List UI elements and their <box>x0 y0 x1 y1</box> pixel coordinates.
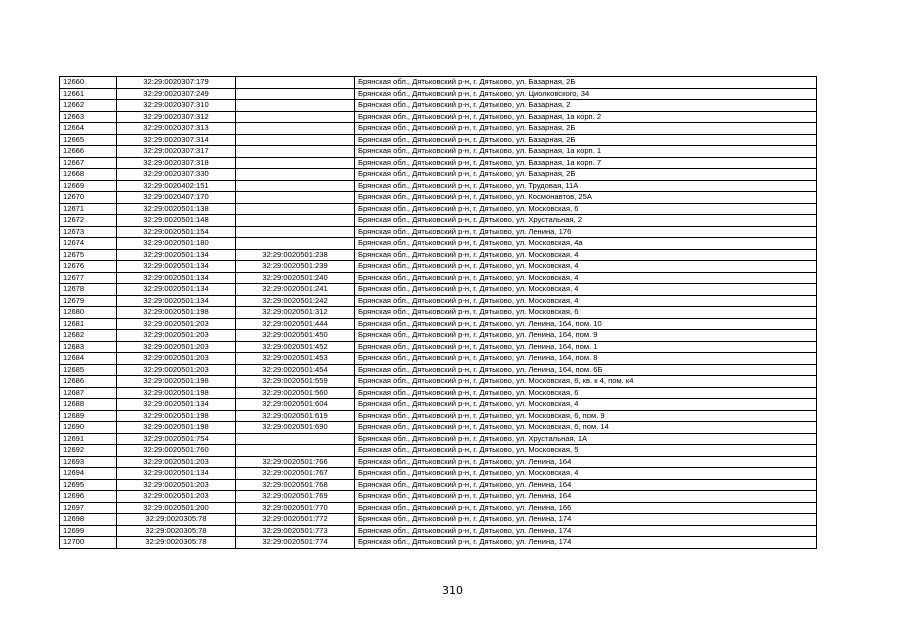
table-row <box>60 456 817 468</box>
sub-object-number-cell: 32:29:0020501:773 <box>236 525 355 537</box>
sub-object-number-cell: 32:29:0020501:768 <box>236 479 355 491</box>
table-row <box>60 226 817 238</box>
address-cell: Брянская обл., Дятьковский р-н, г. Дятьково, ул. Базарная, 2Б <box>355 77 817 89</box>
cadastral-number-cell: 32:29:0020501:203 <box>117 330 236 342</box>
row-number-cell: 12669 <box>60 180 117 192</box>
table-row <box>60 387 817 399</box>
cadastral-number-cell: 32:29:0020402:151 <box>117 180 236 192</box>
row-number-cell: 12666 <box>60 146 117 158</box>
row-number-cell: 12681 <box>60 318 117 330</box>
address-cell: Брянская обл., Дятьковский р-н, г. Дятьково, ул. Ленина, 174 <box>355 537 817 549</box>
cadastral-number-cell: 32:29:0020307:310 <box>117 100 236 112</box>
sub-object-number-cell: 32:29:0020501:238 <box>236 249 355 261</box>
cadastral-number-cell: 32:29:0020501:180 <box>117 238 236 250</box>
table-row <box>60 502 817 514</box>
cadastral-number-cell: 32:29:0020307:314 <box>117 134 236 146</box>
address-cell: Брянская обл., Дятьковский р-н, г. Дятьково, ул. Хрустальная, 1А <box>355 433 817 445</box>
sub-object-number-cell <box>236 169 355 181</box>
address-cell: Брянская обл., Дятьковский р-н, г. Дятьково, ул. Космонавтов, 25А <box>355 192 817 204</box>
row-number-cell: 12684 <box>60 353 117 365</box>
sub-object-number-cell <box>236 146 355 158</box>
cadastral-number-cell: 32:29:0020501:198 <box>117 410 236 422</box>
sub-object-number-cell <box>236 88 355 100</box>
address-cell: Брянская обл., Дятьковский р-н, г. Дятьково, ул. Циолковского, 34 <box>355 88 817 100</box>
cadastral-number-cell: 32:29:0020501:134 <box>117 261 236 273</box>
table-row <box>60 88 817 100</box>
row-number-cell: 12697 <box>60 502 117 514</box>
row-number-cell: 12670 <box>60 192 117 204</box>
address-cell: Брянская обл., Дятьковский р-н, г. Дятьково, ул. Ленина, 164, пом. 10 <box>355 318 817 330</box>
row-number-cell: 12674 <box>60 238 117 250</box>
cadastral-number-cell: 32:29:0020305:78 <box>117 525 236 537</box>
table-row <box>60 123 817 135</box>
table-row <box>60 399 817 411</box>
cadastral-number-cell: 32:29:0020307:312 <box>117 111 236 123</box>
table-row <box>60 525 817 537</box>
sub-object-number-cell <box>236 111 355 123</box>
row-number-cell: 12675 <box>60 249 117 261</box>
address-cell: Брянская обл., Дятьковский р-н, г. Дятьково, ул. Московская, 4 <box>355 284 817 296</box>
table-row <box>60 479 817 491</box>
cadastral-number-cell: 32:29:0020501:198 <box>117 387 236 399</box>
table-row <box>60 180 817 192</box>
address-cell: Брянская обл., Дятьковский р-н, г. Дятьково, ул. Московская, 6, пом. 9 <box>355 410 817 422</box>
cadastral-number-cell: 32:29:0020501:134 <box>117 468 236 480</box>
address-cell: Брянская обл., Дятьковский р-н, г. Дятьково, ул. Базарная, 1а корп. 2 <box>355 111 817 123</box>
row-number-cell: 12689 <box>60 410 117 422</box>
address-cell: Брянская обл., Дятьковский р-н, г. Дятьково, ул. Московская, 6, пом. 14 <box>355 422 817 434</box>
row-number-cell: 12698 <box>60 514 117 526</box>
address-cell: Брянская обл., Дятьковский р-н, г. Дятьково, ул. Базарная, 2Б <box>355 134 817 146</box>
row-number-cell: 12678 <box>60 284 117 296</box>
address-cell: Брянская обл., Дятьковский р-н, г. Дятьково, ул. Ленина, 164, пом. 9 <box>355 330 817 342</box>
cadastral-number-cell: 32:29:0020307:313 <box>117 123 236 135</box>
table-row <box>60 203 817 215</box>
table-row <box>60 157 817 169</box>
address-cell: Брянская обл., Дятьковский р-н, г. Дятьково, ул. Московская, 6 <box>355 387 817 399</box>
sub-object-number-cell: 32:29:0020501:772 <box>236 514 355 526</box>
table-row <box>60 514 817 526</box>
sub-object-number-cell <box>236 226 355 238</box>
table-row <box>60 410 817 422</box>
table-row <box>60 77 817 89</box>
sub-object-number-cell <box>236 100 355 112</box>
table-row <box>60 353 817 365</box>
sub-object-number-cell: 32:29:0020501:604 <box>236 399 355 411</box>
row-number-cell: 12691 <box>60 433 117 445</box>
address-cell: Брянская обл., Дятьковский р-н, г. Дятьково, ул. Ленина, 164 <box>355 479 817 491</box>
sub-object-number-cell: 32:29:0020501:767 <box>236 468 355 480</box>
table-row <box>60 433 817 445</box>
address-cell: Брянская обл., Дятьковский р-н, г. Дятьково, ул. Ленина, 164, пом. 1 <box>355 341 817 353</box>
cadastral-number-cell: 32:29:0020501:154 <box>117 226 236 238</box>
page-number: 310 <box>442 584 463 597</box>
table-row <box>60 249 817 261</box>
cadastral-number-cell: 32:29:0020501:134 <box>117 272 236 284</box>
table-row <box>60 330 817 342</box>
sub-object-number-cell: 32:29:0020501:774 <box>236 537 355 549</box>
sub-object-number-cell <box>236 180 355 192</box>
sub-object-number-cell: 32:29:0020501:619 <box>236 410 355 422</box>
sub-object-number-cell <box>236 433 355 445</box>
table-row <box>60 307 817 319</box>
address-cell: Брянская обл., Дятьковский р-н, г. Дятьково, ул. Ленина, 164 <box>355 491 817 503</box>
sub-object-number-cell: 32:29:0020501:770 <box>236 502 355 514</box>
sub-object-number-cell: 32:29:0020501:769 <box>236 491 355 503</box>
cadastral-number-cell: 32:29:0020501:134 <box>117 295 236 307</box>
table-row <box>60 111 817 123</box>
row-number-cell: 12686 <box>60 376 117 388</box>
row-number-cell: 12667 <box>60 157 117 169</box>
table-row <box>60 318 817 330</box>
address-cell: Брянская обл., Дятьковский р-н, г. Дятьково, ул. Московская, 4 <box>355 295 817 307</box>
address-cell: Брянская обл., Дятьковский р-н, г. Дятьково, ул. Московская, 6 <box>355 203 817 215</box>
sub-object-number-cell <box>236 203 355 215</box>
cadastral-number-cell: 32:29:0020501:198 <box>117 307 236 319</box>
cadastral-number-cell: 32:29:0020501:203 <box>117 318 236 330</box>
row-number-cell: 12699 <box>60 525 117 537</box>
row-number-cell: 12665 <box>60 134 117 146</box>
row-number-cell: 12680 <box>60 307 117 319</box>
sub-object-number-cell: 32:29:0020501:450 <box>236 330 355 342</box>
cadastral-number-cell: 32:29:0020501:198 <box>117 422 236 434</box>
address-cell: Брянская обл., Дятьковский р-н, г. Дятьково, ул. Ленина, 164 <box>355 456 817 468</box>
sub-object-number-cell <box>236 77 355 89</box>
table-row <box>60 146 817 158</box>
sub-object-number-cell: 32:29:0020501:560 <box>236 387 355 399</box>
sub-object-number-cell: 32:29:0020501:690 <box>236 422 355 434</box>
address-cell: Брянская обл., Дятьковский р-н, г. Дятьково, ул. Московская, 5 <box>355 445 817 457</box>
row-number-cell: 12695 <box>60 479 117 491</box>
row-number-cell: 12688 <box>60 399 117 411</box>
table-row <box>60 295 817 307</box>
row-number-cell: 12687 <box>60 387 117 399</box>
address-cell: Брянская обл., Дятьковский р-н, г. Дятьково, ул. Базарная, 1а корп. 7 <box>355 157 817 169</box>
table-row <box>60 537 817 549</box>
table-body <box>60 77 817 549</box>
sub-object-number-cell <box>236 238 355 250</box>
row-number-cell: 12685 <box>60 364 117 376</box>
table-row <box>60 169 817 181</box>
table-row <box>60 491 817 503</box>
sub-object-number-cell <box>236 445 355 457</box>
sub-object-number-cell <box>236 134 355 146</box>
row-number-cell: 12679 <box>60 295 117 307</box>
row-number-cell: 12677 <box>60 272 117 284</box>
address-cell: Брянская обл., Дятьковский р-н, г. Дятьково, ул. Московская, 4а <box>355 238 817 250</box>
row-number-cell: 12693 <box>60 456 117 468</box>
address-cell: Брянская обл., Дятьковский р-н, г. Дятьково, ул. Московская, 6, кв. к 4, пом. к4 <box>355 376 817 388</box>
address-cell: Брянская обл., Дятьковский р-н, г. Дятьково, ул. Московская, 4 <box>355 399 817 411</box>
table-row <box>60 192 817 204</box>
sub-object-number-cell: 32:29:0020501:454 <box>236 364 355 376</box>
cadastral-number-cell: 32:29:0020501:203 <box>117 456 236 468</box>
row-number-cell: 12671 <box>60 203 117 215</box>
row-number-cell: 12700 <box>60 537 117 549</box>
sub-object-number-cell: 32:29:0020501:241 <box>236 284 355 296</box>
cadastral-number-cell: 32:29:0020501:754 <box>117 433 236 445</box>
table-row <box>60 468 817 480</box>
row-number-cell: 12683 <box>60 341 117 353</box>
address-cell: Брянская обл., Дятьковский р-н, г. Дятьково, ул. Трудовая, 11А <box>355 180 817 192</box>
table-row <box>60 422 817 434</box>
sub-object-number-cell <box>236 123 355 135</box>
table-row <box>60 364 817 376</box>
row-number-cell: 12676 <box>60 261 117 273</box>
cadastral-number-cell: 32:29:0020501:198 <box>117 376 236 388</box>
table-row <box>60 445 817 457</box>
sub-object-number-cell: 32:29:0020501:242 <box>236 295 355 307</box>
sub-object-number-cell: 32:29:0020501:453 <box>236 353 355 365</box>
cadastral-number-cell: 32:29:0020307:330 <box>117 169 236 181</box>
address-cell: Брянская обл., Дятьковский р-н, г. Дятьково, ул. Ленина, 164, пом. 6Б <box>355 364 817 376</box>
address-cell: Брянская обл., Дятьковский р-н, г. Дятьково, ул. Хрустальная, 2 <box>355 215 817 227</box>
address-cell: Брянская обл., Дятьковский р-н, г. Дятьково, ул. Ленина, 174 <box>355 514 817 526</box>
row-number-cell: 12673 <box>60 226 117 238</box>
row-number-cell: 12661 <box>60 88 117 100</box>
cadastral-number-cell: 32:29:0020501:148 <box>117 215 236 227</box>
address-cell: Брянская обл., Дятьковский р-н, г. Дятьково, ул. Московская, 6 <box>355 307 817 319</box>
address-cell: Брянская обл., Дятьковский р-н, г. Дятьково, ул. Ленина, 176 <box>355 226 817 238</box>
table-row <box>60 215 817 227</box>
address-cell: Брянская обл., Дятьковский р-н, г. Дятьково, ул. Базарная, 2Б <box>355 169 817 181</box>
sub-object-number-cell: 32:29:0020501:444 <box>236 318 355 330</box>
cadastral-number-cell: 32:29:0020501:203 <box>117 353 236 365</box>
row-number-cell: 12668 <box>60 169 117 181</box>
address-cell: Брянская обл., Дятьковский р-н, г. Дятьково, ул. Ленина, 174 <box>355 525 817 537</box>
cadastral-number-cell: 32:29:0020501:138 <box>117 203 236 215</box>
table-row <box>60 238 817 250</box>
cadastral-number-cell: 32:29:0020501:134 <box>117 284 236 296</box>
row-number-cell: 12663 <box>60 111 117 123</box>
sub-object-number-cell: 32:29:0020501:766 <box>236 456 355 468</box>
address-cell: Брянская обл., Дятьковский р-н, г. Дятьково, ул. Базарная, 1а корп. 1 <box>355 146 817 158</box>
sub-object-number-cell: 32:29:0020501:239 <box>236 261 355 273</box>
address-cell: Брянская обл., Дятьковский р-н, г. Дятьково, ул. Ленина, 166 <box>355 502 817 514</box>
sub-object-number-cell <box>236 157 355 169</box>
cadastral-number-cell: 32:29:0020407:170 <box>117 192 236 204</box>
sub-object-number-cell <box>236 215 355 227</box>
address-cell: Брянская обл., Дятьковский р-н, г. Дятьково, ул. Московская, 4 <box>355 249 817 261</box>
table-row <box>60 134 817 146</box>
row-number-cell: 12696 <box>60 491 117 503</box>
cadastral-number-cell: 32:29:0020501:203 <box>117 491 236 503</box>
row-number-cell: 12682 <box>60 330 117 342</box>
row-number-cell: 12660 <box>60 77 117 89</box>
cadastral-number-cell: 32:29:0020501:134 <box>117 249 236 261</box>
cadastral-number-cell: 32:29:0020501:203 <box>117 479 236 491</box>
sub-object-number-cell <box>236 192 355 204</box>
address-cell: Брянская обл., Дятьковский р-н, г. Дятьково, ул. Базарная, 2Б <box>355 123 817 135</box>
cadastral-number-cell: 32:29:0020305:78 <box>117 514 236 526</box>
cadastral-number-cell: 32:29:0020501:203 <box>117 341 236 353</box>
sub-object-number-cell: 32:29:0020501:559 <box>236 376 355 388</box>
address-cell: Брянская обл., Дятьковский р-н, г. Дятьково, ул. Московская, 4 <box>355 261 817 273</box>
table-row <box>60 100 817 112</box>
table-row <box>60 284 817 296</box>
cadastral-number-cell: 32:29:0020307:317 <box>117 146 236 158</box>
table-row <box>60 341 817 353</box>
cadastral-number-cell: 32:29:0020501:760 <box>117 445 236 457</box>
sub-object-number-cell: 32:29:0020501:240 <box>236 272 355 284</box>
row-number-cell: 12664 <box>60 123 117 135</box>
row-number-cell: 12690 <box>60 422 117 434</box>
cadastral-number-cell: 32:29:0020307:318 <box>117 157 236 169</box>
cadastral-number-cell: 32:29:0020501:203 <box>117 364 236 376</box>
table-row <box>60 272 817 284</box>
address-cell: Брянская обл., Дятьковский р-н, г. Дятьково, ул. Базарная, 2 <box>355 100 817 112</box>
cadastral-number-cell: 32:29:0020307:249 <box>117 88 236 100</box>
cadastral-number-cell: 32:29:0020307:179 <box>117 77 236 89</box>
row-number-cell: 12672 <box>60 215 117 227</box>
address-cell: Брянская обл., Дятьковский р-н, г. Дятьково, ул. Ленина, 164, пом. 8 <box>355 353 817 365</box>
sub-object-number-cell: 32:29:0020501:452 <box>236 341 355 353</box>
table-row <box>60 261 817 273</box>
row-number-cell: 12694 <box>60 468 117 480</box>
table-row <box>60 376 817 388</box>
row-number-cell: 12692 <box>60 445 117 457</box>
address-cell: Брянская обл., Дятьковский р-н, г. Дятьково, ул. Московская, 4 <box>355 468 817 480</box>
address-cell: Брянская обл., Дятьковский р-н, г. Дятьково, ул. Московская, 4 <box>355 272 817 284</box>
cadastral-number-cell: 32:29:0020501:134 <box>117 399 236 411</box>
sub-object-number-cell: 32:29:0020501:312 <box>236 307 355 319</box>
cadastral-number-cell: 32:29:0020305:78 <box>117 537 236 549</box>
row-number-cell: 12662 <box>60 100 117 112</box>
cadastral-number-cell: 32:29:0020501:200 <box>117 502 236 514</box>
cadastral-table <box>59 76 817 549</box>
